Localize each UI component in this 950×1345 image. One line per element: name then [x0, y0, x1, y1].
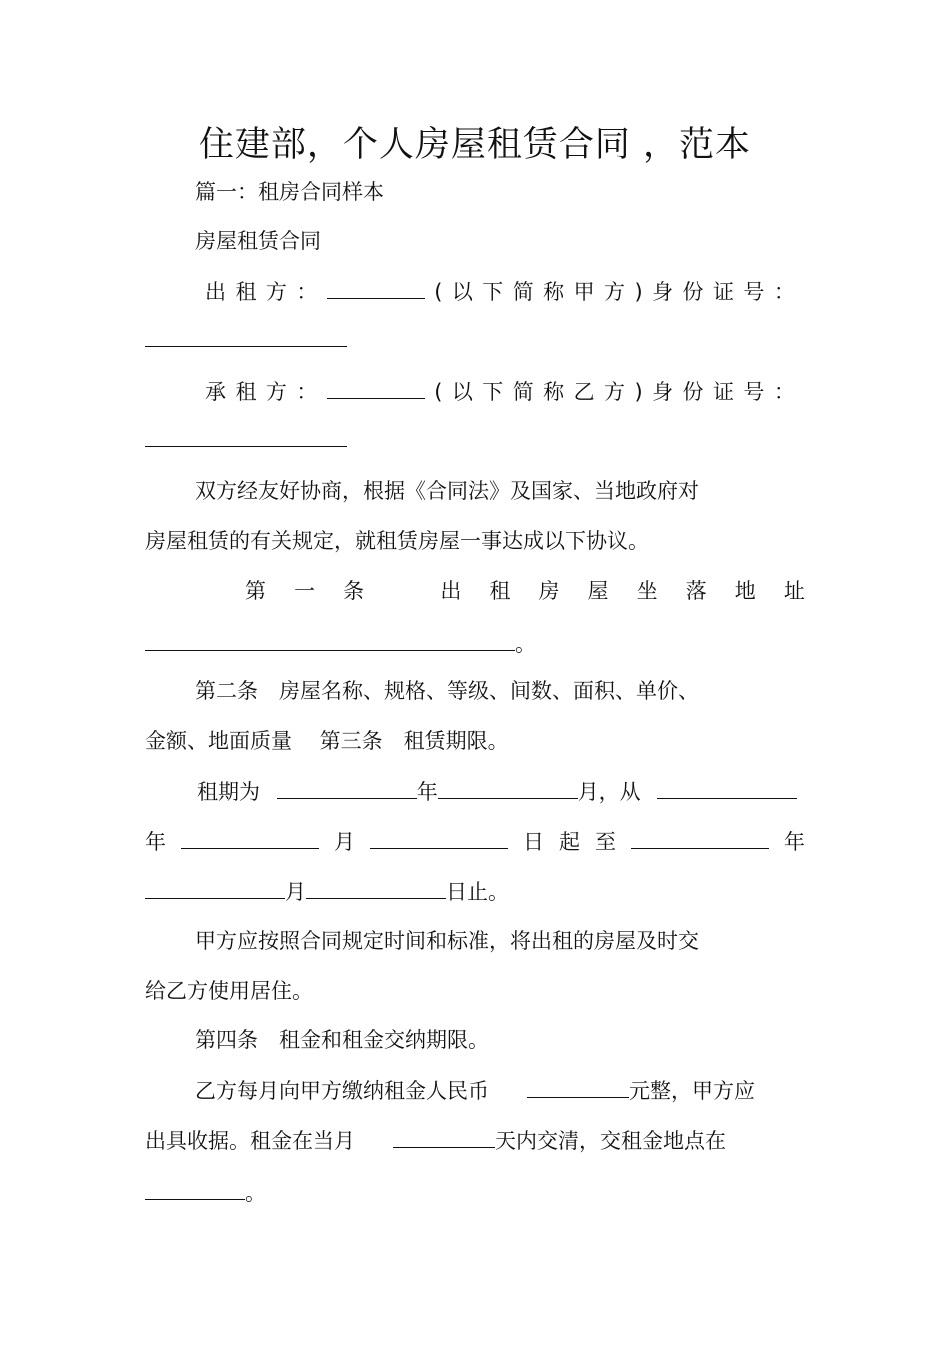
start-zhi-label: 至	[595, 830, 616, 854]
start-year-label: 年	[145, 830, 166, 854]
article-2-line: 第二条 房屋名称、规格、等级、间数、面积、单价、	[195, 679, 699, 703]
lessor-id-char: ：	[773, 280, 795, 304]
lessee-label-char: ：	[296, 380, 318, 404]
document-title: 住建部，个人房屋租赁合同 ，范本	[198, 125, 752, 165]
lessor-id-char: 证	[712, 280, 734, 304]
start-day-blank	[370, 826, 508, 849]
lessor-note-char: 称	[543, 280, 565, 304]
term-line-2	[145, 826, 805, 857]
lessee-line	[205, 376, 795, 407]
lessor-id-line	[145, 324, 805, 355]
rent-place-blank	[145, 1177, 245, 1200]
article-1-char: 落	[685, 579, 707, 603]
contract-heading: 房屋租赁合同	[195, 229, 321, 253]
lessee-note-char: )	[634, 380, 643, 404]
lessee-label-char: 承	[205, 380, 226, 404]
intro-paragraph-line: 双方经友好协商，根据《合同法》及国家、当地政府对	[195, 479, 699, 503]
lessee-id-line	[145, 424, 805, 455]
lessor-line	[205, 276, 795, 307]
end-day-blank	[306, 876, 446, 899]
lessor-id-blank	[145, 324, 347, 347]
start-year-blank	[657, 776, 797, 799]
lessee-id-blank	[145, 424, 347, 447]
article-1-char: 屋	[587, 579, 609, 603]
lessee-id-char: 份	[682, 380, 704, 404]
lessee-label-char: 租	[235, 380, 257, 404]
address-line	[145, 628, 805, 659]
article-2-line: 金额、地面质量 第三条 租赁期限。	[145, 729, 509, 753]
lessor-name-blank	[327, 276, 425, 299]
end-month-blank	[145, 876, 285, 899]
term-months-blank	[438, 776, 578, 799]
end-year-blank	[631, 826, 769, 849]
lessor-note-char: )	[634, 280, 643, 304]
lessee-id-char: 证	[712, 380, 734, 404]
term-year-label: 年	[416, 780, 438, 804]
rent-text: 天内交清，交租金地点在	[495, 1129, 726, 1153]
lessor-label-char: ：	[296, 280, 318, 304]
rent-text: 元整，甲方应	[629, 1079, 755, 1103]
term-prefix: 租期为	[197, 780, 260, 804]
lessee-note-char: 简	[512, 380, 534, 404]
start-day-label: 日	[523, 830, 544, 854]
lessee-note-char: (	[434, 380, 443, 404]
lessor-note-char: 下	[482, 280, 504, 304]
rent-end: 。	[245, 1181, 266, 1205]
lessee-note-char: 方	[604, 380, 626, 404]
lessor-label-char: 出	[205, 280, 226, 304]
article-1-char: 条	[343, 579, 365, 603]
lessee-id-char: 号	[743, 380, 765, 404]
rent-line-1	[195, 1075, 805, 1106]
article-1-char: 地	[734, 579, 756, 603]
lessor-note-char: 甲	[573, 280, 595, 304]
address-end: 。	[515, 632, 536, 656]
end-month-label: 月	[285, 880, 306, 904]
delivery-line: 甲方应按照合同规定时间和标准，将出租的房屋及时交	[195, 929, 699, 953]
lessor-note-char: 方	[604, 280, 626, 304]
term-line-3	[145, 876, 805, 907]
article-1-char: 坐	[636, 579, 658, 603]
lessor-label-char: 租	[235, 280, 257, 304]
rent-amount-blank	[527, 1075, 629, 1098]
lessee-note-char: 乙	[573, 380, 595, 404]
lessee-label-char: 方	[265, 380, 287, 404]
term-from-label: 月，从	[577, 780, 641, 804]
rent-line-3	[145, 1177, 805, 1208]
article-1-line	[245, 576, 805, 606]
article-1-char: 址	[783, 579, 805, 603]
end-day-label: 日止。	[446, 880, 509, 904]
lessee-note-char: 以	[451, 380, 473, 404]
lessor-id-char: 号	[743, 280, 765, 304]
article-1-char: 第	[245, 579, 266, 603]
intro-paragraph-line: 房屋租赁的有关规定，就租赁房屋一事达成以下协议。	[145, 529, 649, 553]
lessor-note-char: 简	[512, 280, 534, 304]
start-month-label: 月	[334, 830, 355, 854]
section-heading: 篇一：租房合同样本	[195, 180, 384, 204]
article-1-char: 出	[440, 579, 462, 603]
lessor-id-char: 份	[682, 280, 704, 304]
lessee-note-char: 称	[543, 380, 565, 404]
lessor-note-char: 以	[451, 280, 473, 304]
article-1-char: 一	[294, 579, 316, 603]
lessee-id-char: 身	[652, 380, 674, 404]
term-years-blank	[277, 776, 417, 799]
lessee-id-char: ：	[773, 380, 795, 404]
rent-text: 出具收据。租金在当月	[145, 1129, 355, 1153]
delivery-line: 给乙方使用居住。	[145, 979, 313, 1003]
lessor-note-char: (	[434, 280, 443, 304]
start-month-blank	[181, 826, 319, 849]
article-1-char: 租	[489, 579, 511, 603]
rent-text: 乙方每月向甲方缴纳租金人民币	[195, 1079, 489, 1103]
term-line-1	[197, 776, 807, 807]
article-4-heading: 第四条 租金和租金交纳期限。	[195, 1028, 489, 1052]
start-qi-label: 起	[559, 830, 580, 854]
end-year-label: 年	[784, 830, 805, 854]
lessor-id-char: 身	[652, 280, 674, 304]
rent-line-2	[145, 1125, 805, 1156]
address-blank	[145, 628, 515, 651]
lessee-name-blank	[327, 376, 425, 399]
lessor-label-char: 方	[265, 280, 287, 304]
rent-days-blank	[393, 1125, 495, 1148]
article-1-char: 房	[538, 579, 560, 603]
lessee-note-char: 下	[482, 380, 504, 404]
